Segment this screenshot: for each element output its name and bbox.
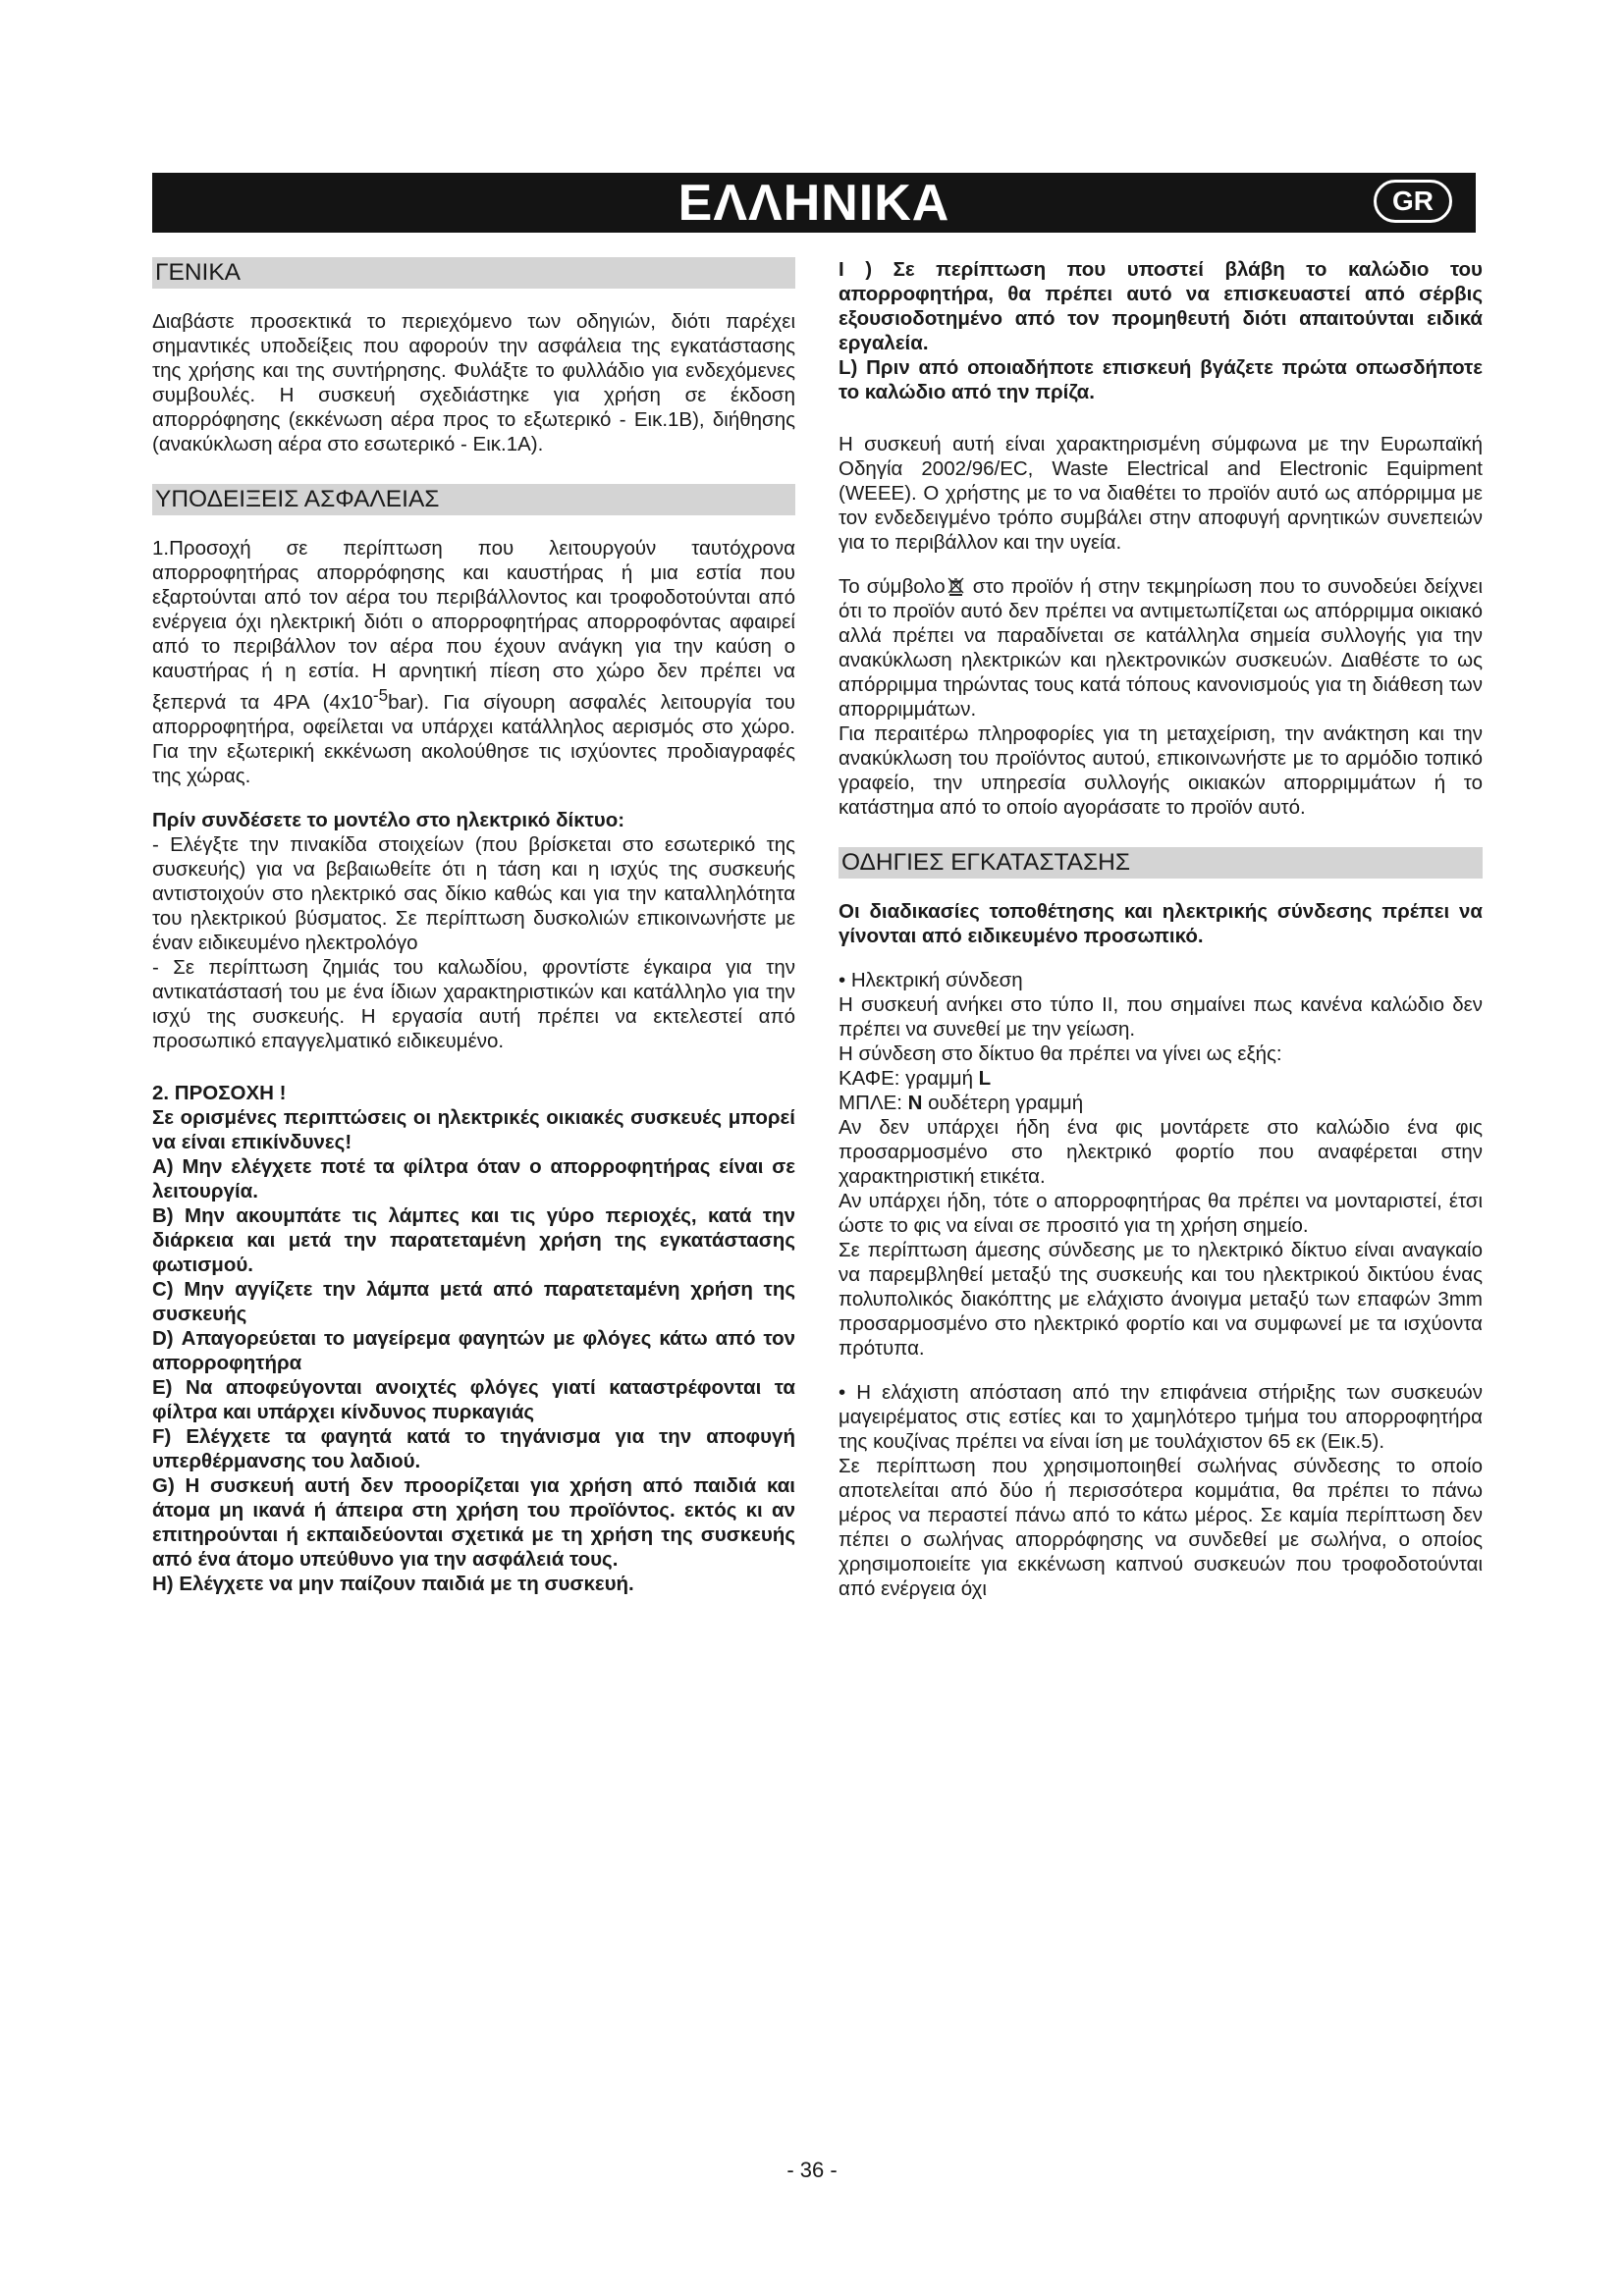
caution-item-b: B) Μην ακουμπάτε τις λάμπες και τις γύρο περιοχές, κατά την διάρκεια και μετά την παρατεταμένη χρήση της εγκατάστασης φωτισμού. bbox=[152, 1203, 795, 1276]
elec-paragraph-2: Η σύνδεση στο δίκτυο θα πρέπει να γίνει ως εξής: bbox=[839, 1042, 1282, 1065]
caution-item-a: A) Μην ελέγχετε ποτέ τα φίλτρα όταν ο απορροφητήρας είναι σε λειτουργία. bbox=[152, 1154, 795, 1202]
connect-item-1: - Ελέγξτε την πινακίδα στοιχείων (που βρίσκεται στο εσωτερικό της συσκευής) για να βεβαιωθείτε ότι η τάση και η ισχύς της συσκευής αντιστοιχούν στο ηλεκτρικό σας δίκιο καθώς και για την καταλληλότητα του ηλεκτρικού βύσματος. Σε περίπτωση δυσκολιών επικοινωνήστε με έναν ειδικευμένο ηλεκτρολόγο bbox=[152, 832, 795, 954]
caution-item-f: F) Ελέγχετε τα φαγητά κατά το τηγάνισμα για την αποφυγή υπερθέρμανσης του λαδιού. bbox=[152, 1424, 795, 1472]
page-number: - 36 - bbox=[786, 2158, 838, 2182]
elec-paragraph-3: Αν δεν υπάρχει ήδη ένα φις μοντάρετε στο καλώδιο ένα φις προσαρμοσμένο στο ηλεκτρικό φορτίο που αναφέρεται στην χαρακτηριστική ετικέτα. bbox=[839, 1116, 1483, 1188]
distance-paragraph-1: • Η ελάχιστη απόσταση από την επιφάνεια στήριξης των συσκευών μαγειρέματος στις εστίες και το χαμηλότερο τμήμα του απορροφητήρα της κουζίνας πρέπει να είναι ίση με τουλάχιστον 65 εκ (Εικ.5). bbox=[839, 1381, 1483, 1453]
general-heading: ΓΕΝΙΚΑ bbox=[152, 257, 795, 289]
left-column bbox=[152, 257, 795, 1596]
caution-item-e: E) Να αποφεύγονται ανοιχτές φλόγες γιατί καταστρέφονται τα φίλτρα και υπάρχει κίνδυνος πυρκαγιάς bbox=[152, 1375, 795, 1423]
language-title: ΕΛΛΗΝΙΚΑ bbox=[677, 175, 950, 232]
caution-item-i: I ) Σε περίπτωση που υποστεί βλάβη το καλώδιο του απορροφητήρα, θα πρέπει αυτό να επισκευαστεί από σέρβις εξουσιοδοτημένο από τον προμηθευτή διότι απαιτούνται ειδικά εργαλεία. bbox=[839, 258, 1483, 354]
blue-wire-label: ΜΠΛΕ: bbox=[839, 1092, 908, 1114]
caution-item-d: D) Απαγορεύεται το μαγείρεμα φαγητών με φλόγες κάτω από τον απορροφητήρα bbox=[152, 1326, 795, 1374]
blue-wire-value: N bbox=[907, 1092, 923, 1114]
install-intro: Οι διαδικασίες τοποθέτησης και ηλεκτρικής σύνδεσης πρέπει να γίνονται από ειδικευμένο προσωπικό. bbox=[839, 900, 1483, 947]
caution-item-c: C) Μην αγγίζετε την λάμπα μετά από παρατεταμένη χρήση της συσκευής bbox=[152, 1277, 795, 1325]
info-paragraph: Για περαιτέρω πληροφορίες για τη μεταχείριση, την ανάκτηση και την ανακύκλωση του προϊόντος αυτού, επικοινωνήστε με το αρμόδιο τοπικό γραφείο, την υπηρεσία συλλογής οικιακών απορριμμάτων ή το κατάστημα από το οποίο αγοράσατε το προϊόν αυτό. bbox=[839, 722, 1483, 819]
caution-item-h: H) Ελέγχετε να μην παίζουν παιδιά με τη συσκευή. bbox=[152, 1572, 634, 1595]
caution-intro: Σε ορισμένες περιπτώσεις οι ηλεκτρικές οικιακές συσκευές μπορεί να είναι επικίνδυνες! bbox=[152, 1105, 795, 1153]
connect-item-2: - Σε περίπτωση ζημιάς του καλωδίου, φροντίστε έγκαιρα για την αντικατάστασή του με ένα ίδιων χαρακτηριστικών και κατάλληλο για την ισχύ της συσκευής. Η εργασία αυτή πρέπει να εκτελεστεί από προσωπικό επαγγελματικό ειδικευμένο. bbox=[152, 955, 795, 1052]
caution-heading: 2. ΠΡΟΣΟΧΗ ! bbox=[152, 1081, 287, 1104]
brown-wire-label: ΚΑΦΕ: γραμμή bbox=[839, 1067, 979, 1090]
install-heading: ΟΔΗΓΙΕΣ ΕΓΚΑΤΑΣΤΑΣΗΣ bbox=[839, 847, 1483, 879]
distance-paragraph-2: Σε περίπτωση που χρησιμοποιηθεί σωλήνας σύνδεσης το οποίο αποτελείται από δύο ή περισσότερα κομμάτια, θα πρέπει το πάνω μέρος να περαστεί πάνω από το κάτω μέρος. Σε καμία περίπτωση δεν πέπει ο σωλήνας απορρόφησης να συνδεθεί με σωλήνα, ο οποίος χρησιμοποιείτε για εκκένωση καπνού συσκευών που τροφοδοτούνται από ενέργεια όχι bbox=[839, 1455, 1483, 1600]
general-paragraph: Διαβάστε προσεκτικά το περιεχόμενο των οδηγιών, διότι παρέχει σημαντικές υποδείξεις που αφορούν την ασφάλεια της εγκατάστασης της χρήσης και της συντήρησης. Φυλάξτε το φυλλάδιο για ενδεχόμενες συμβουλές. Η συσκευή σχεδιάστηκε για χρήση σε έκδοση απορρόφησης (εκκένωση αέρα προς το εξωτερικό - Εικ.1Β), διήθησης (ανακύκλωση αέρα στο εσωτερικό - Εικ.1Α). bbox=[152, 310, 795, 455]
safety-exponent: -5 bbox=[372, 686, 389, 705]
brown-wire-value: L bbox=[978, 1067, 992, 1090]
brown-wire-line bbox=[839, 1066, 1483, 1091]
weee-symbol-paragraph bbox=[839, 574, 1483, 721]
blue-wire-rest: ουδέτερη γραμμή bbox=[922, 1092, 1084, 1114]
language-banner bbox=[152, 173, 1476, 233]
symbol-pre-text: Το σύμβολο bbox=[839, 575, 946, 598]
safety-paragraph-1 bbox=[152, 536, 795, 788]
crossed-bin-icon bbox=[947, 577, 964, 596]
safety-heading: ΥΠΟΔΕΙΞΕΙΣ ΑΣΦΑΛΕΙΑΣ bbox=[152, 484, 795, 515]
caution-item-g: G) Η συσκευή αυτή δεν προορίζεται για χρήση από παιδιά και άτομα μη ικανά ή άπειρα στη χρήση του προϊόντος. εκτός κι αν επιτηρούνται ή εκπαιδεύονται σχετικά με τη χρήση της συσκευής από ένα άτομο υπεύθυνο για την ασφάλειά τους. bbox=[152, 1473, 795, 1571]
safety-text-a: 1.Προσοχή σε περίπτωση που λειτουργούν ταυτόχρονα απορροφητήρας απορρόφησης και καυστήρας ή μια εστία που εξαρτούνται από τον αέρα του περιβάλλοντος και τροφοδοτούνται από ενέργεια όχι ηλεκτρική διότι ο απορροφητήρας απορροφόντας αφαιρεί από το περιβάλλον τον αέρα που έχουν ανάγκη για την καύση ο καυστήρας ή η εστία. Η αρνητική πίεση στο χώρο δεν πρέπει να ξεπερνά τα 4PA (4x10 bbox=[152, 537, 795, 714]
elec-paragraph-4: Αν υπάρχει ήδη, τότε ο απορροφητήρας θα πρέπει να μονταριστεί, έτσι ώστε το φις να είναι σε προσιτό για τη χρήση σημείο. bbox=[839, 1190, 1483, 1237]
elec-paragraph-5: Σε περίπτωση άμεσης σύνδεσης με το ηλεκτρικό δίκτυο είναι αναγκαίο να παρεμβληθεί μεταξύ της συσκευής και του ηλεκτρικού δικτύου ένας πολυπολικός διακόπτης με ελάχιστο άνοιγμα μεταξύ των επαφών 3mm προσαρμοσμένο στο ηλεκτρικό φορτίο και να συμφωνεί με τα ισχύοντα πρότυπα. bbox=[839, 1239, 1483, 1360]
symbol-post-text: στο προϊόν ή στην τεκμηρίωση που το συνοδεύει δείχνει ότι το προϊόν αυτό δεν πρέπει να αντιμετωπίζεται ως απόρριμμα οικιακό αλλά πρέπει να παραδίνεται σε κατάλληλα σημεία συλλογής για την ανακύκλωση ηλεκτρικών και ηλεκτρονικών συσκευών. Διαθέστε το ως απόρριμμα τηρώντας τους κατά τόπους κανονισμούς για τη διάθεση των απορριμμάτων. bbox=[839, 575, 1483, 721]
elec-paragraph-1: Η συσκευή ανήκει στο τύπο ΙΙ, που σημαίνει πως κανένα καλώδιο δεν πρέπει να συνεθεί με την γείωση. bbox=[839, 993, 1483, 1041]
connect-heading: Πρίν συνδέσετε το μοντέλο στο ηλεκτρικό δίκτυο: bbox=[152, 808, 625, 831]
right-column bbox=[839, 257, 1483, 1601]
elec-bullet: • Ηλεκτρική σύνδεση bbox=[839, 969, 1023, 991]
weee-paragraph: Η συσκευή αυτή είναι χαρακτηρισμένη σύμφωνα με την Ευρωπαϊκή Οδηγία 2002/96/EC, Waste Electrical and Electronic Equipment (WEEE). Ο χρήστης με το να διαθέτει το προϊόν αυτό ως απόρριμμα με τον ενδεδειγμένο τρόπο συμβάλει στην αποφυγή αρνητικών συνεπειών για το περιβάλλον και την υγεία. bbox=[839, 433, 1483, 554]
safety-text-b: bar). Για σίγουρη ασφαλές λειτουργία του απορροφητήρα, οφείλεται να υπάρχει κατάλληλος αερισμός στο χώρο. Για την εξωτερική εκκένωση ακολούθησε τις ισχύοντες προδιαγραφές της χώρας. bbox=[152, 690, 795, 787]
blue-wire-line bbox=[839, 1091, 1483, 1115]
caution-item-l: L) Πριν από οποιαδήποτε επισκευή βγάζετε πρώτα οπωσδήποτε το καλώδιο από την πρίζα. bbox=[839, 356, 1483, 403]
country-badge: GR bbox=[1374, 180, 1452, 223]
